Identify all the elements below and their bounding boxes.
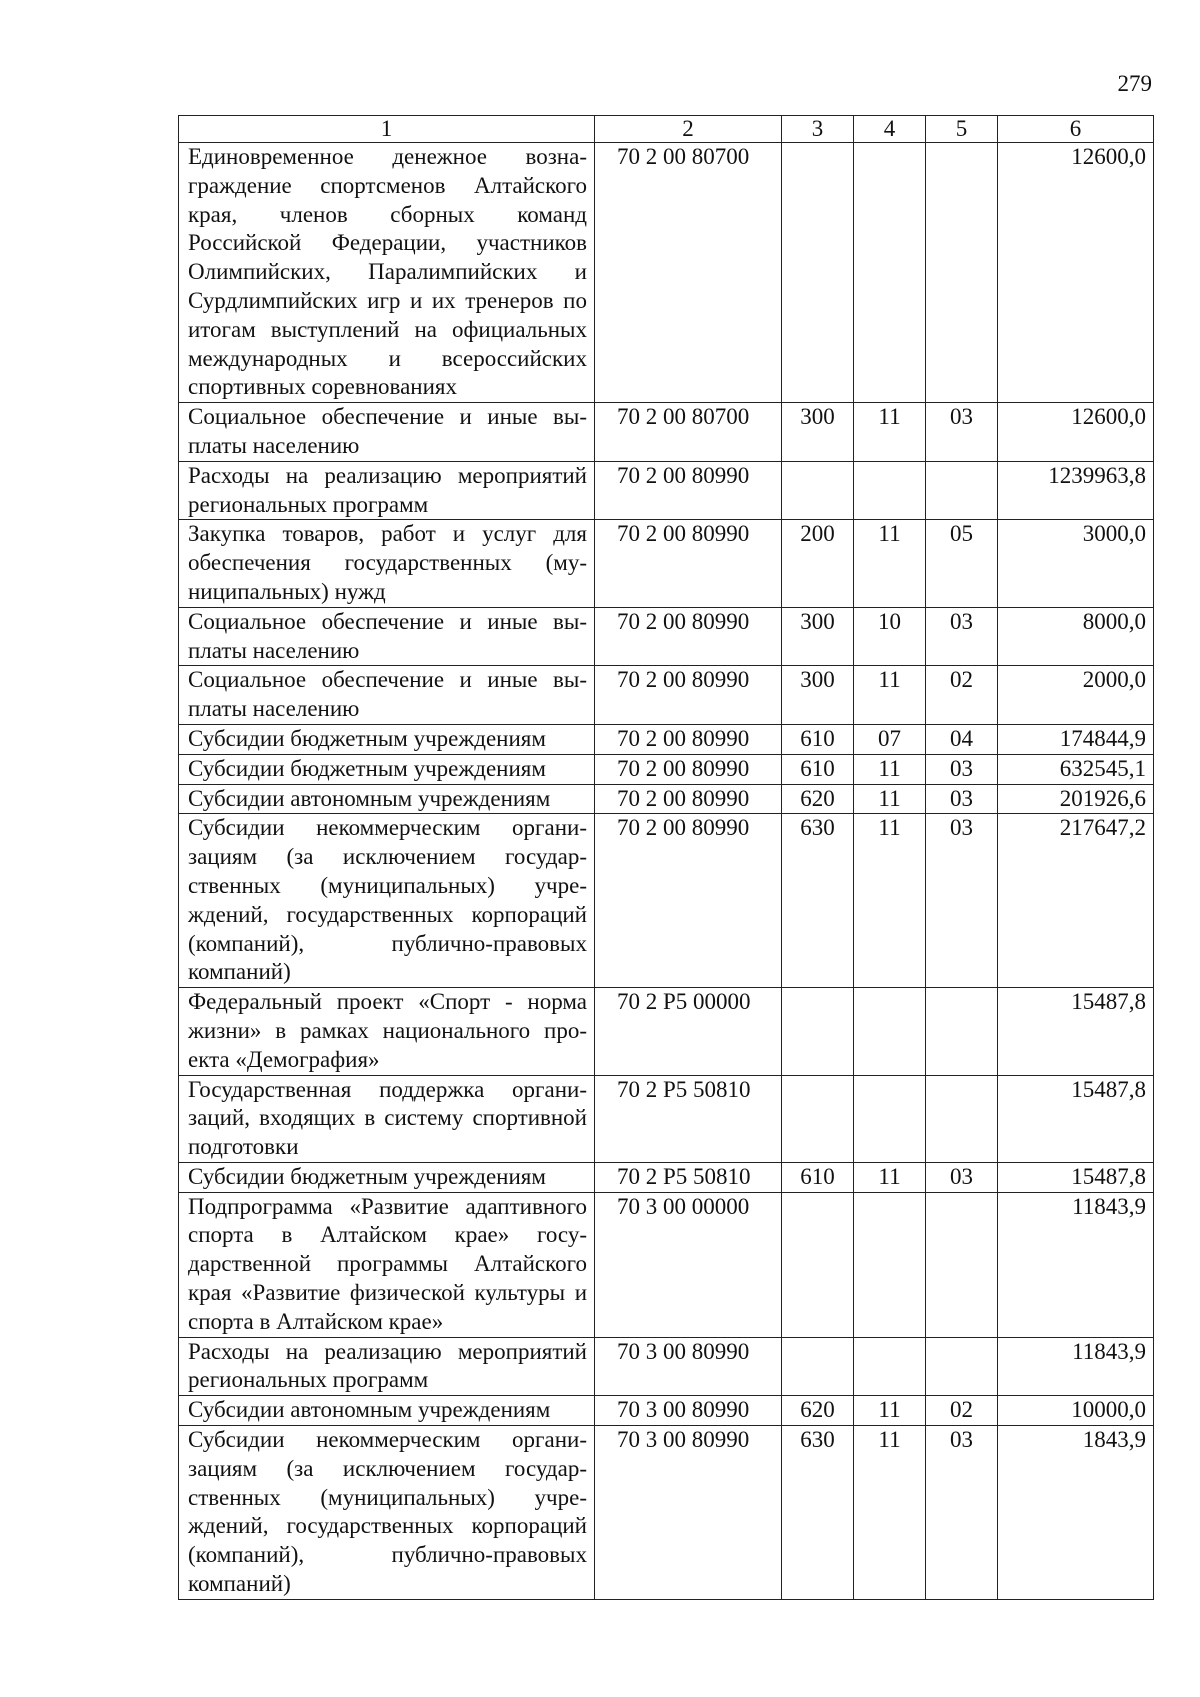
- subsection-cell: [926, 1192, 998, 1337]
- amount-cell: 632545,1: [998, 754, 1154, 784]
- expense-type-cell: 200: [782, 520, 854, 607]
- expense-type-cell: 300: [782, 607, 854, 666]
- section-cell: 11: [854, 1162, 926, 1192]
- subsection-cell: 03: [926, 754, 998, 784]
- target-code-cell: 70 2 00 80990: [595, 520, 782, 607]
- amount-cell: 11843,9: [998, 1192, 1154, 1337]
- expense-name-cell: Субсидии некоммерческим организациям (за исключением государственных (муниципальных) учреждений, государственных корпораций (компаний), публично-правовых компаний): [179, 1426, 595, 1600]
- section-cell: [854, 461, 926, 520]
- subsection-cell: 03: [926, 784, 998, 814]
- table-row: [179, 784, 1154, 814]
- section-cell: [854, 143, 926, 403]
- expense-type-cell: 610: [782, 754, 854, 784]
- expense-type-cell: 300: [782, 666, 854, 725]
- expense-name-cell: Субсидии автономным учреждениям: [179, 1396, 595, 1426]
- table-row: [179, 1396, 1154, 1426]
- subsection-cell: 03: [926, 403, 998, 462]
- amount-cell: 217647,2: [998, 814, 1154, 988]
- section-cell: 07: [854, 724, 926, 754]
- table-row: [179, 1162, 1154, 1192]
- target-code-cell: 70 2 00 80990: [595, 784, 782, 814]
- expense-type-cell: 610: [782, 724, 854, 754]
- expense-name-cell: Субсидии бюджетным учреждениям: [179, 754, 595, 784]
- amount-cell: 12600,0: [998, 403, 1154, 462]
- expense-type-cell: 630: [782, 814, 854, 988]
- target-code-cell: 70 3 00 80990: [595, 1426, 782, 1600]
- table-row: [179, 1192, 1154, 1337]
- expense-name-cell: Единовременное денежное вознаграждение спортсменов Алтайского края, членов сборных команд Российской Федерации, участников Олимпийских, Паралимпийских и Сурдлимпийских игр и их тренеров по итогам выступлений на официальных международных и всероссийских спортивных соревнованиях: [179, 143, 595, 403]
- expense-type-cell: [782, 1075, 854, 1162]
- section-cell: 11: [854, 814, 926, 988]
- target-code-cell: 70 3 00 00000: [595, 1192, 782, 1337]
- subsection-cell: 02: [926, 666, 998, 725]
- table-row: [179, 814, 1154, 988]
- table-body: [179, 143, 1154, 1600]
- expense-type-cell: 300: [782, 403, 854, 462]
- subsection-cell: [926, 988, 998, 1075]
- expense-name-cell: Подпрограмма «Развитие адаптивного спорта в Алтайском крае» государственной программы Алтайского края «Развитие физической культуры и спорта в Алтайском крае»: [179, 1192, 595, 1337]
- target-code-cell: 70 2 P5 00000: [595, 988, 782, 1075]
- section-cell: 11: [854, 1426, 926, 1600]
- subsection-cell: 03: [926, 607, 998, 666]
- amount-cell: 15487,8: [998, 988, 1154, 1075]
- amount-cell: 174844,9: [998, 724, 1154, 754]
- section-cell: 11: [854, 666, 926, 725]
- section-cell: 11: [854, 403, 926, 462]
- table-row: [179, 988, 1154, 1075]
- expense-type-cell: [782, 143, 854, 403]
- expense-name-cell: Социальное обеспечение и иные выплаты населению: [179, 403, 595, 462]
- amount-cell: 2000,0: [998, 666, 1154, 725]
- section-cell: [854, 1192, 926, 1337]
- expense-type-cell: [782, 461, 854, 520]
- amount-cell: 12600,0: [998, 143, 1154, 403]
- target-code-cell: 70 2 00 80700: [595, 403, 782, 462]
- column-header: 5: [926, 116, 998, 143]
- amount-cell: 1843,9: [998, 1426, 1154, 1600]
- subsection-cell: 03: [926, 1162, 998, 1192]
- section-cell: 10: [854, 607, 926, 666]
- target-code-cell: 70 2 00 80990: [595, 724, 782, 754]
- target-code-cell: 70 2 00 80990: [595, 461, 782, 520]
- amount-cell: 3000,0: [998, 520, 1154, 607]
- expense-name-cell: Закупка товаров, работ и услуг для обеспечения государственных (муниципальных) нужд: [179, 520, 595, 607]
- table-row: [179, 461, 1154, 520]
- subsection-cell: [926, 1337, 998, 1396]
- subsection-cell: 03: [926, 1426, 998, 1600]
- table-row: [179, 1075, 1154, 1162]
- amount-cell: 1239963,8: [998, 461, 1154, 520]
- table-header: [179, 116, 1154, 143]
- expense-name-cell: Расходы на реализацию мероприятий региональных программ: [179, 461, 595, 520]
- table-row: [179, 754, 1154, 784]
- expense-name-cell: Субсидии автономным учреждениям: [179, 784, 595, 814]
- amount-cell: 15487,8: [998, 1075, 1154, 1162]
- table-row: [179, 143, 1154, 403]
- expense-name-cell: Субсидии бюджетным учреждениям: [179, 724, 595, 754]
- expense-type-cell: [782, 988, 854, 1075]
- subsection-cell: [926, 1075, 998, 1162]
- target-code-cell: 70 3 00 80990: [595, 1337, 782, 1396]
- subsection-cell: 02: [926, 1396, 998, 1426]
- column-header: 3: [782, 116, 854, 143]
- expense-name-cell: Социальное обеспечение и иные выплаты населению: [179, 607, 595, 666]
- target-code-cell: 70 3 00 80990: [595, 1396, 782, 1426]
- expense-name-cell: Социальное обеспечение и иные выплаты населению: [179, 666, 595, 725]
- amount-cell: 8000,0: [998, 607, 1154, 666]
- expense-type-cell: [782, 1337, 854, 1396]
- page-number: 279: [1117, 71, 1152, 96]
- table-row: [179, 607, 1154, 666]
- table-row: [179, 520, 1154, 607]
- expense-name-cell: Расходы на реализацию мероприятий региональных программ: [179, 1337, 595, 1396]
- target-code-cell: 70 2 00 80990: [595, 754, 782, 784]
- target-code-cell: 70 2 00 80700: [595, 143, 782, 403]
- section-cell: 11: [854, 520, 926, 607]
- expense-type-cell: 620: [782, 784, 854, 814]
- expense-name-cell: Федеральный проект «Спорт - норма жизни» в рамках национального проекта «Демография»: [179, 988, 595, 1075]
- subsection-cell: 05: [926, 520, 998, 607]
- section-cell: 11: [854, 1396, 926, 1426]
- column-header: 2: [595, 116, 782, 143]
- budget-table: [178, 115, 1154, 1600]
- section-cell: [854, 988, 926, 1075]
- expense-type-cell: 620: [782, 1396, 854, 1426]
- expense-name-cell: Субсидии бюджетным учреждениям: [179, 1162, 595, 1192]
- table-row: [179, 1337, 1154, 1396]
- column-header: 1: [179, 116, 595, 143]
- header-row: [179, 116, 1154, 143]
- table-row: [179, 666, 1154, 725]
- amount-cell: 15487,8: [998, 1162, 1154, 1192]
- subsection-cell: [926, 461, 998, 520]
- expense-name-cell: Государственная поддержка организаций, входящих в систему спортивной подготовки: [179, 1075, 595, 1162]
- amount-cell: 10000,0: [998, 1396, 1154, 1426]
- column-header: 4: [854, 116, 926, 143]
- section-cell: [854, 1337, 926, 1396]
- column-header: 6: [998, 116, 1154, 143]
- target-code-cell: 70 2 P5 50810: [595, 1162, 782, 1192]
- section-cell: [854, 1075, 926, 1162]
- amount-cell: 201926,6: [998, 784, 1154, 814]
- section-cell: 11: [854, 784, 926, 814]
- expense-name-cell: Субсидии некоммерческим организациям (за исключением государственных (муниципальных) учреждений, государственных корпораций (компаний), публично-правовых компаний): [179, 814, 595, 988]
- target-code-cell: 70 2 P5 50810: [595, 1075, 782, 1162]
- table-row: [179, 403, 1154, 462]
- target-code-cell: 70 2 00 80990: [595, 814, 782, 988]
- section-cell: 11: [854, 754, 926, 784]
- amount-cell: 11843,9: [998, 1337, 1154, 1396]
- expense-type-cell: 630: [782, 1426, 854, 1600]
- target-code-cell: 70 2 00 80990: [595, 607, 782, 666]
- expense-type-cell: [782, 1192, 854, 1337]
- table-row: [179, 1426, 1154, 1600]
- table-row: [179, 724, 1154, 754]
- expense-type-cell: 610: [782, 1162, 854, 1192]
- subsection-cell: 04: [926, 724, 998, 754]
- subsection-cell: 03: [926, 814, 998, 988]
- subsection-cell: [926, 143, 998, 403]
- target-code-cell: 70 2 00 80990: [595, 666, 782, 725]
